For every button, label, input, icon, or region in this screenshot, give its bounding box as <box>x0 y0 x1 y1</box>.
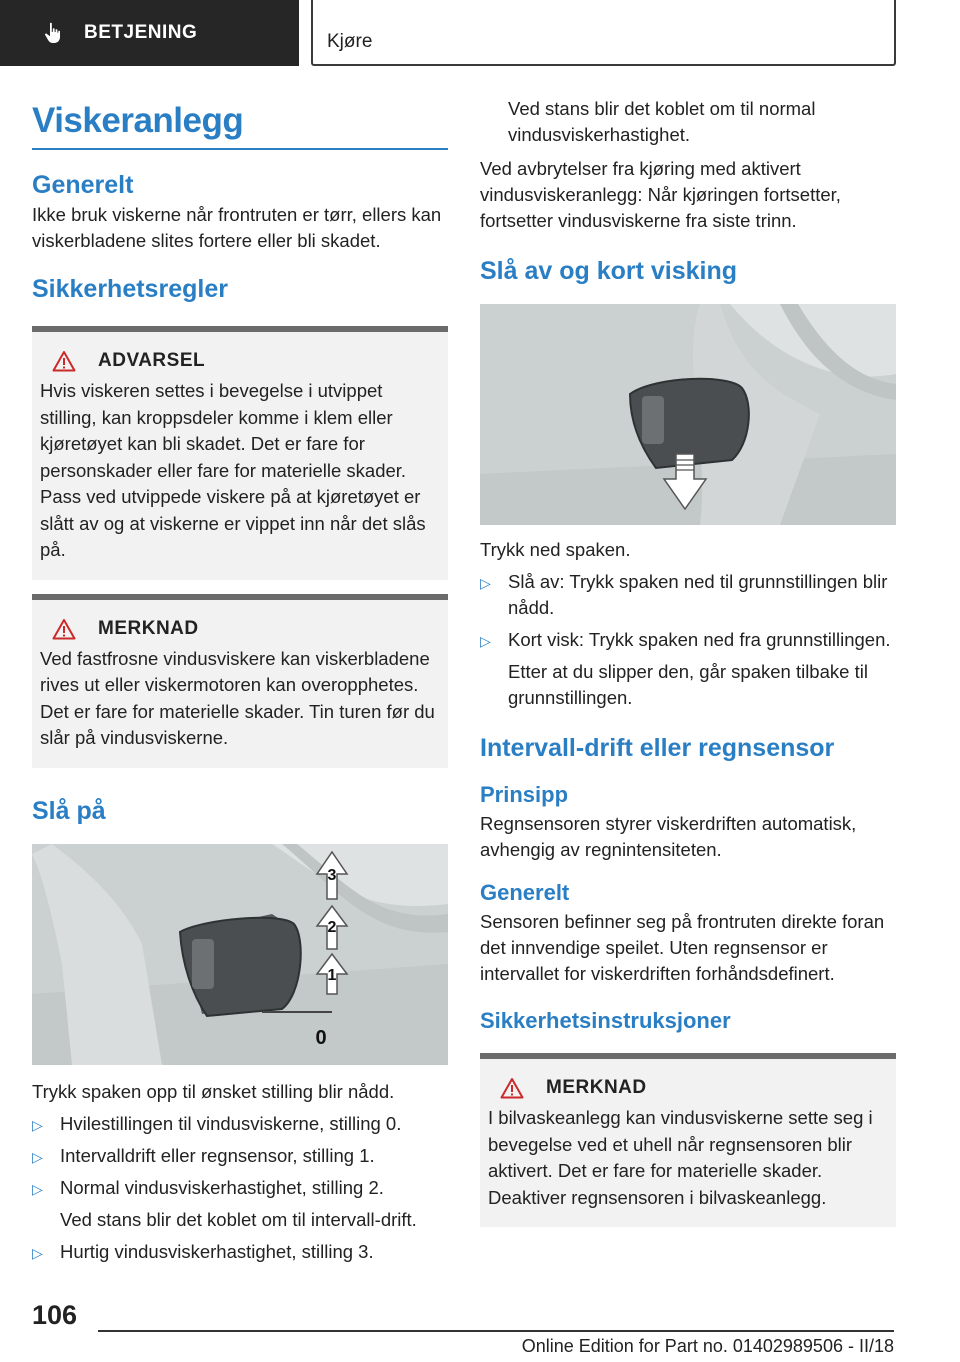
heading-sikkerhetsregler: Sikkerhetsregler <box>32 275 228 303</box>
continued-note: Ved stans blir det koblet om til normal vindusviskerhastighet. <box>508 98 816 145</box>
triangle-right-icon: ▷ <box>32 1244 43 1261</box>
continued-paragraph: Ved avbrytelser fra kjøring med aktivert vindusviskeranlegg: Når kjøringen fortsetter, fortsetter vindusviskerne fra siste trinn. <box>480 158 841 231</box>
position-label-1: 1 <box>327 966 337 984</box>
left-column <box>32 100 448 1271</box>
wiper-lever-down-figure <box>480 304 896 525</box>
warning-text: Hvis viskeren settes i bevegelse i utvippet stilling, kan kroppsdeler komme i klem eller kjøretøyet kan bli skadet. Det er fare for personskader eller fare for materielle skader. Pass ved utvippede viskere på at kjøretøyet er slått av og at viskerne er vippet inn når det slås på. <box>40 380 426 560</box>
list-item: ▷ Hvilestillingen til vindusviskerne, stilling 0. <box>32 1111 448 1137</box>
warning-title: ADVARSEL <box>98 350 206 371</box>
sla-pa-list-cont <box>32 1239 448 1265</box>
heading-prinsipp: Prinsipp <box>480 782 569 807</box>
warning-box-advarsel <box>32 326 448 580</box>
subsection-box <box>311 0 896 66</box>
warning-text: I bilvaskeanlegg kan vindusviskerne sette seg i bevegelse ved et uhell når regnsensoren blir aktivert. Det er fare for materielle skader. Deaktiver regnsensoren i bilvaskeanlegg. <box>488 1107 873 1208</box>
position-label-3: 3 <box>327 866 337 884</box>
sla-av-intro: Trykk ned spaken. <box>480 539 631 560</box>
heading-sla-av: Slå av og kort visking <box>480 257 738 285</box>
footer-divider <box>98 1330 894 1332</box>
wiper-lever-up-figure <box>32 844 448 1065</box>
section-title: BETJENING <box>84 22 198 43</box>
heading-sla-pa: Slå på <box>32 796 106 825</box>
section-tab <box>0 0 299 66</box>
wiper-lever-illustration <box>32 844 448 1065</box>
list-item: ▷ Kort visk: Trykk spaken ned fra grunnstillingen. <box>480 627 896 653</box>
warning-title: MERKNAD <box>98 617 199 639</box>
page-title: Viskeranlegg <box>32 100 448 150</box>
sla-pa-list <box>32 1111 448 1201</box>
warning-title: MERKNAD <box>546 1077 647 1098</box>
heading-sikkerhetsinstruksjoner: Sikkerhetsinstruksjoner <box>480 1008 731 1033</box>
triangle-right-icon: ▷ <box>480 575 491 591</box>
warning-header <box>52 618 436 640</box>
right-column <box>480 96 896 1227</box>
list-item: ▷ Slå av: Trykk spaken ned til grunnstillingen blir nådd. <box>480 571 888 618</box>
warning-triangle-icon <box>500 1077 524 1099</box>
wiper-lever-down-illustration <box>480 304 896 525</box>
list-item: ▷ Normal vindusviskerhastighet, stilling 2. <box>32 1175 448 1201</box>
list-item: ▷ Hurtig vindusviskerhastighet, stilling 3. <box>32 1239 448 1265</box>
page-number: 106 <box>32 1300 78 1330</box>
subsection-title: Kjøre <box>327 31 373 52</box>
heading-generelt: Generelt <box>32 171 134 199</box>
position-label-2: 2 <box>327 918 337 936</box>
triangle-right-icon: ▷ <box>32 1116 43 1133</box>
position-label-0: 0 <box>315 1026 327 1049</box>
warning-box-merknad <box>32 594 448 768</box>
heading-generelt-2: Generelt <box>480 880 570 905</box>
sla-pa-note: Ved stans blir det koblet om til intervall-drift. <box>60 1208 417 1230</box>
page-header <box>0 0 960 66</box>
hand-pointer-icon <box>42 21 66 45</box>
triangle-right-icon: ▷ <box>32 1180 43 1197</box>
warning-text: Ved fastfrosne vindusviskere kan viskerbladene rives ut eller viskermotoren kan overopphetes. Det er fare for materielle skader. Tin turen før du slår på vindusviskerne. <box>40 647 435 748</box>
warning-header <box>500 1077 884 1099</box>
prinsipp-text: Regnsensoren styrer viskerdriften automatisk, avhengig av regnintensiteten. <box>480 813 857 860</box>
sla-av-note: Etter at du slipper den, går spaken tilbake til grunnstillingen. <box>508 661 868 708</box>
sla-pa-intro: Trykk spaken opp til ønsket stilling blir nådd. <box>32 1080 395 1102</box>
warning-triangle-icon <box>52 350 76 372</box>
sla-av-list <box>480 569 896 653</box>
warning-header <box>52 350 436 372</box>
warning-triangle-icon <box>52 618 76 640</box>
triangle-right-icon: ▷ <box>480 633 491 649</box>
list-item: ▷ Intervalldrift eller regnsensor, stilling 1. <box>32 1143 448 1169</box>
triangle-right-icon: ▷ <box>32 1148 43 1165</box>
warning-box-merknad-2 <box>480 1053 896 1227</box>
generelt-text: Ikke bruk viskerne når frontruten er tørr, ellers kan viskerbladene slites fortere eller bli skadet. <box>32 204 442 251</box>
heading-intervall: Intervall-drift eller regnsensor <box>480 734 835 762</box>
edition-text: Online Edition for Part no. 01402989506 - II/18 <box>521 1336 894 1356</box>
generelt-2-text: Sensoren befinner seg på frontruten direkte foran det innvendige speilet. Uten regnsensor er intervallet for viskerdriften forhåndsdefinert. <box>480 911 885 984</box>
